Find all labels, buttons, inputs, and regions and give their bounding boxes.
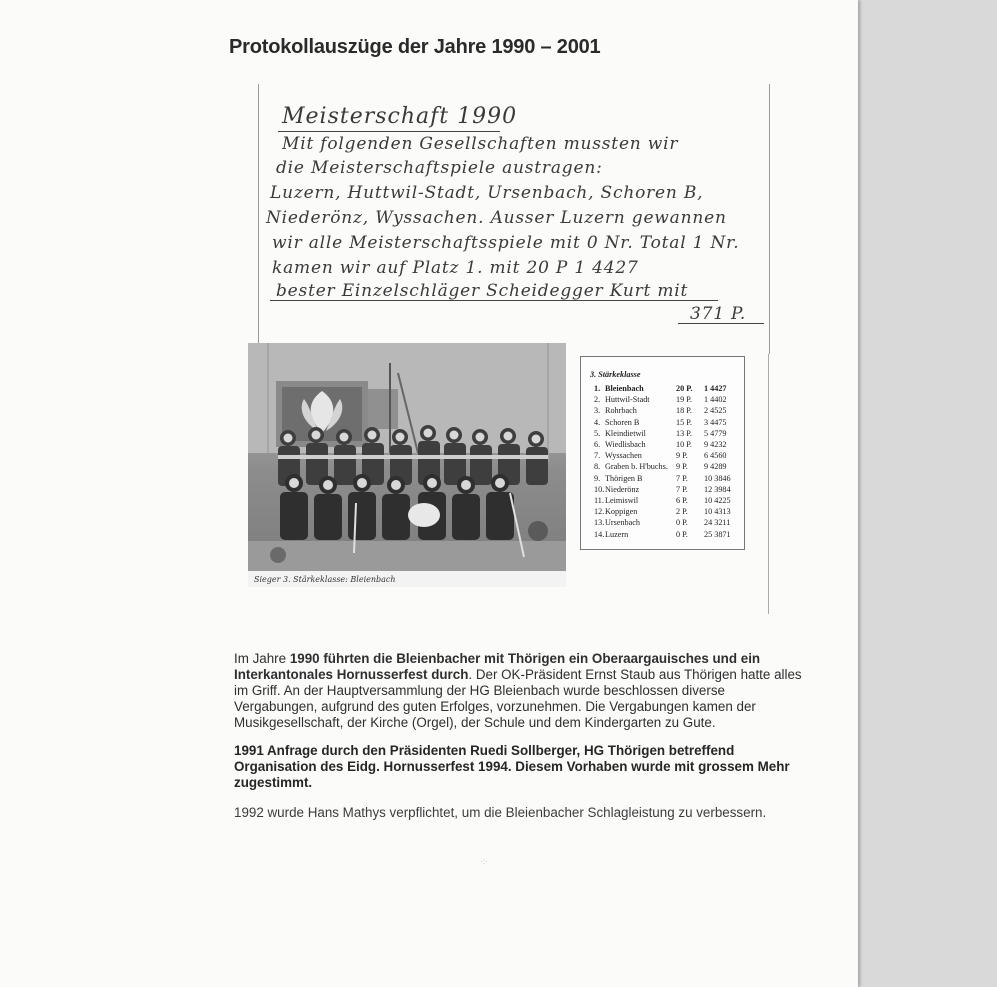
handwritten-line: Mit folgenden Gesellschaften mussten wir	[282, 134, 679, 154]
ranking-points: 0 P.	[676, 529, 688, 539]
handwritten-underline	[678, 323, 764, 324]
ranking-team: Koppigen	[605, 507, 638, 517]
ranking-team: Thörigen B	[605, 473, 643, 483]
ranking-team: Wiedlisbach	[605, 440, 646, 449]
ranking-title: 3. Stärkeklasse	[590, 370, 641, 379]
ranking-row	[594, 418, 742, 429]
ranking-row	[594, 474, 742, 485]
ranking-points: 15 P.	[676, 417, 692, 427]
page-title: Protokollauszüge der Jahre 1990 – 2001	[229, 36, 601, 58]
paragraph-text: Im Jahre	[234, 651, 290, 666]
ranking-points: 9 P.	[676, 462, 688, 472]
handwritten-line: Luzern, Huttwil-Stadt, Ursenbach, Schoren B,	[270, 183, 704, 203]
handwritten-underline	[270, 300, 718, 301]
paragraph-1990	[234, 651, 804, 731]
ranking-row	[594, 440, 742, 451]
ranking-result: 1 4427	[704, 384, 727, 393]
ranking-result: 9 4289	[704, 462, 727, 472]
title-underline	[278, 131, 500, 132]
paragraph-1992: 1992 wurde Hans Mathys verpflichtet, um die Bleienbacher Schlagleistung zu verbessern.	[234, 805, 767, 820]
ranking-team: Rohrbach	[605, 406, 637, 416]
paragraph-text: . Der OK-Präsident Ernst Staub aus Thörigen hatte alles im Griff. An der Hauptversammlung der HG Bleienbach wurde beschlossen diverse Vergabungen, aufgrund des guten Erfolges, vorzunehmen. Die Vergabungen kamen der Musikgesellschaft, der Kirche (Orgel), der Schule und dem Kindergarten zu Gute.	[234, 667, 802, 730]
ranking-row	[594, 530, 742, 541]
ranking-result: 25 3871	[704, 529, 731, 539]
ranking-position: 9.	[594, 473, 601, 483]
ranking-points: 7 P.	[676, 484, 688, 494]
ranking-result: 10 4225	[704, 496, 731, 505]
ranking-row	[594, 406, 742, 417]
ranking-result: 10 4313	[704, 507, 731, 517]
ranking-team: Graben b. H'buchs.	[605, 462, 668, 472]
ranking-result: 5 4779	[704, 428, 727, 438]
ranking-position: 6.	[594, 440, 601, 449]
handwritten-line: Niederönz, Wyssachen. Ausser Luzern gewannen	[266, 208, 727, 228]
ranking-team: Niederönz	[605, 484, 640, 494]
ranking-points: 20 P.	[676, 384, 693, 393]
ranking-position: 14.	[594, 529, 605, 539]
ranking-position: 2.	[594, 395, 601, 405]
ranking-points: 18 P.	[676, 406, 692, 416]
ranking-team: Kleindietwil	[605, 428, 646, 438]
team-photo	[248, 343, 566, 587]
ranking-points: 9 P.	[676, 451, 688, 461]
photo-caption: Sieger 3. Stärkeklasse: Bleienbach	[254, 575, 396, 584]
scan-mark: ·:·	[480, 857, 488, 866]
ranking-row	[594, 485, 742, 496]
ranking-table	[580, 356, 745, 550]
ranking-row	[594, 451, 742, 462]
ranking-position: 13.	[594, 518, 605, 528]
ranking-position: 4.	[594, 417, 601, 427]
ranking-points: 13 P.	[676, 428, 692, 438]
note-frame-line	[768, 354, 769, 614]
ranking-team: Bleienbach	[605, 384, 644, 393]
ranking-position: 10.	[594, 484, 605, 494]
ranking-team: Schoren B	[605, 417, 640, 427]
ranking-result: 3 4475	[704, 417, 727, 427]
handwritten-line: bester Einzelschläger Scheidegger Kurt mit	[276, 281, 689, 301]
ranking-team: Leimiswil	[605, 496, 639, 505]
ranking-team: Huttwil-Stadt	[605, 395, 650, 405]
ranking-result: 24 3211	[704, 518, 731, 528]
ranking-points: 10 P.	[676, 440, 692, 449]
ranking-row	[594, 384, 742, 395]
ranking-position: 3.	[594, 406, 601, 416]
ranking-result: 9 4232	[704, 440, 727, 449]
handwritten-line: kamen wir auf Platz 1. mit 20 P 1 4427	[272, 258, 639, 278]
ranking-result: 12 3984	[704, 484, 731, 494]
handwritten-line: wir alle Meisterschaftsspiele mit 0 Nr. Total 1 Nr.	[272, 233, 740, 253]
team-photo-image	[248, 343, 566, 571]
ranking-team: Luzern	[605, 529, 629, 539]
paragraph-emphasis: 1990 führten die Bleienbacher mit Thörigen ein Oberaargauisches und ein Interkantonales Hornusserfest durch	[234, 651, 761, 682]
ranking-team: Wyssachen	[605, 451, 642, 461]
ranking-points: 19 P.	[676, 395, 692, 405]
ranking-points: 2 P.	[676, 507, 688, 517]
ranking-position: 7.	[594, 451, 601, 461]
ranking-result: 2 4525	[704, 406, 727, 416]
ranking-result: 6 4560	[704, 451, 727, 461]
ranking-points: 6 P.	[676, 496, 688, 505]
ranking-position: 8.	[594, 462, 601, 472]
ranking-points: 0 P.	[676, 518, 688, 528]
ranking-position: 1.	[594, 384, 601, 393]
paragraph-1991: 1991 Anfrage durch den Präsidenten Ruedi Sollberger, HG Thörigen betreffend Organisation des Eidg. Hornusserfest 1994. Diesem Vorhaben wurde mit grossem Mehr zugestimmt.	[234, 743, 790, 790]
ranking-result: 1 4402	[704, 395, 727, 405]
ranking-row	[594, 429, 742, 440]
ranking-row	[594, 496, 742, 507]
handwritten-title: Meisterschaft 1990	[282, 104, 518, 129]
ranking-points: 7 P.	[676, 473, 688, 483]
ranking-result: 10 3846	[704, 473, 731, 483]
ranking-row	[594, 518, 742, 529]
handwritten-line: die Meisterschaftspiele austragen:	[276, 158, 603, 178]
ranking-row	[594, 462, 742, 473]
ranking-position: 5.	[594, 428, 601, 438]
ranking-row	[594, 507, 742, 518]
ranking-position: 12.	[594, 507, 605, 517]
ranking-team: Ursenbach	[605, 518, 641, 528]
ranking-position: 11.	[594, 496, 604, 505]
ranking-row	[594, 395, 742, 406]
handwritten-line: 371 P.	[690, 304, 747, 324]
